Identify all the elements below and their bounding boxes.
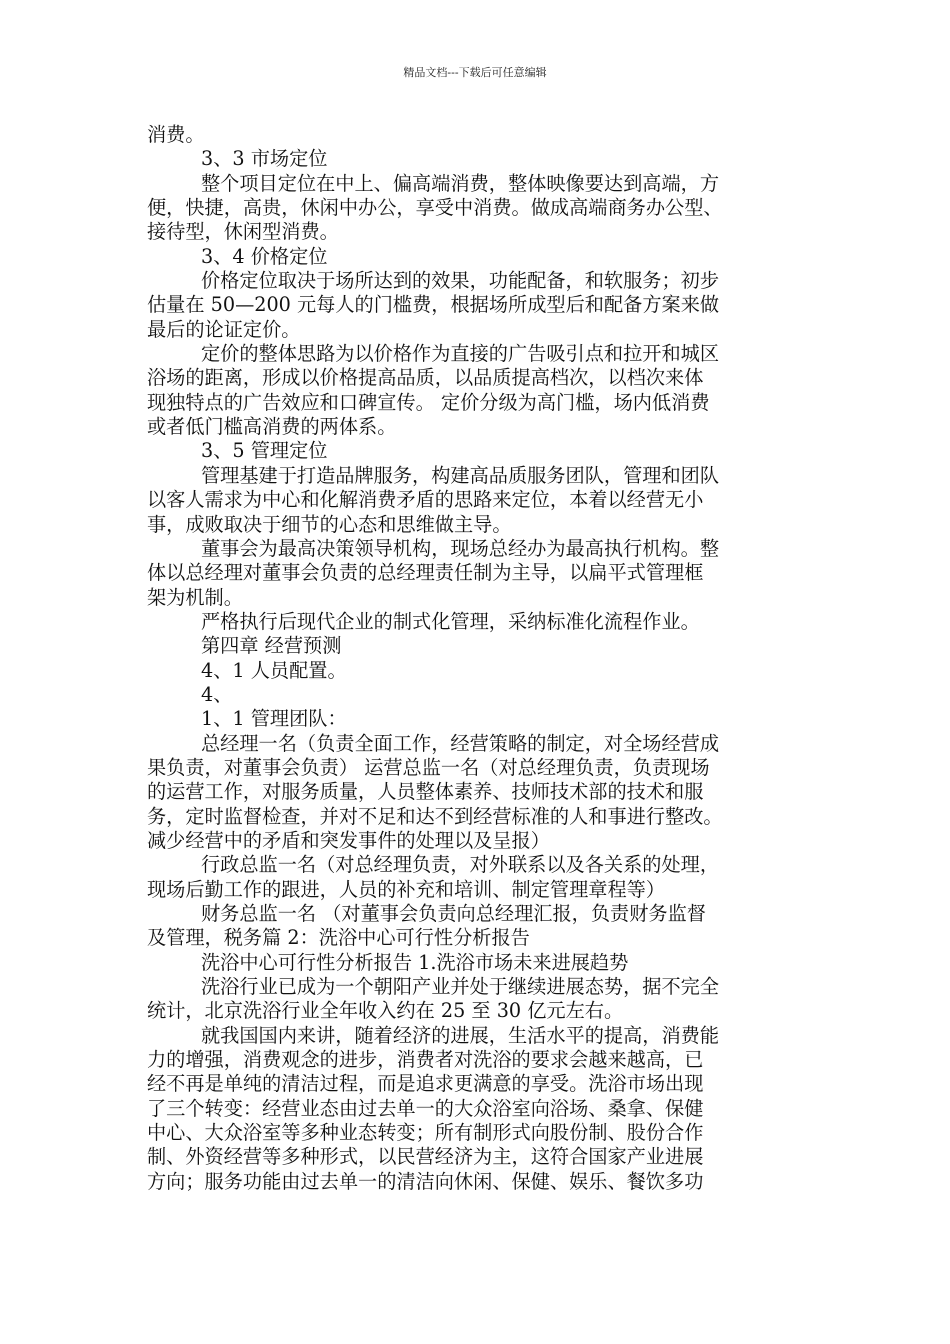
text-line: 便，快捷，高贵，休闲中办公，享受中消费。做成高端商务办公型、: [147, 196, 723, 220]
text-line: 或者低门槛高消费的两体系。: [147, 415, 397, 439]
text-line: 架为机制。: [147, 585, 243, 609]
text-line: 定价的整体思路为以价格作为直接的广告吸引点和拉开和城区: [201, 342, 720, 366]
text-line: 严格执行后现代企业的制式化管理，采纳标准化流程作业。: [201, 609, 700, 633]
text-line: 总经理一名（负责全面工作，经营策略的制定，对全场经营成: [201, 731, 720, 755]
text-line: 果负责，对董事会负责） 运营总监一名（对总经理负责，负责现场: [147, 755, 710, 779]
page-header: 精品文档---下载后可任意编辑: [403, 66, 547, 79]
text-line: 现场后勤工作的跟进，人员的补充和培训、制定管理章程等）: [147, 877, 666, 901]
text-line: 管理基建于打造品牌服务，构建高品质服务团队，管理和团队: [201, 463, 720, 487]
text-line: 董事会为最高决策领导机构，现场总经办为最高执行机构。整: [201, 536, 720, 560]
text-line: 3、5 管理定位: [201, 439, 328, 463]
text-line: 洗浴行业已成为一个朝阳产业并处于继续进展态势，据不完全: [201, 975, 720, 999]
text-line: 务，定时监督检查，并对不足和达不到经营标准的人和事进行整改。: [147, 804, 723, 828]
text-line: 减少经营中的矛盾和突发事件的处理以及呈报）: [147, 828, 550, 852]
text-line: 以客人需求为中心和化解消费矛盾的思路来定位，本着以经营无小: [147, 488, 704, 512]
text-line: 体以总经理对董事会负责的总经理责任制为主导，以扁平式管理框: [147, 561, 704, 585]
text-line: 及管理，税务篇 2：洗浴中心可行性分析报告: [147, 926, 530, 950]
text-line: 就我国国内来讲，随着经济的进展，生活水平的提高，消费能: [201, 1023, 720, 1047]
text-line: 制、外资经营等多种形式，以民营经济为主，这符合国家产业进展: [147, 1145, 704, 1169]
text-line: 统计，北京洗浴行业全年收入约在 25 至 30 亿元左右。: [147, 999, 624, 1023]
text-line: 的运营工作，对服务质量，人员整体素养、技师技术部的技术和服: [147, 780, 704, 804]
text-line: 最后的论证定价。: [147, 317, 301, 341]
text-line: 事，成败取决于细节的心态和思维做主导。: [147, 512, 512, 536]
text-line: 3、4 价格定位: [201, 244, 328, 268]
text-line: 方向；服务功能由过去单一的清洁向休闲、保健、娱乐、餐饮多功: [147, 1169, 704, 1193]
text-line: 价格定位取决于场所达到的效果，功能配备，和软服务；初步: [201, 269, 720, 293]
text-line: 估量在 50—200 元每人的门槛费，根据场所成型后和配备方案来做: [147, 293, 720, 317]
text-line: 洗浴中心可行性分析报告 1.洗浴市场未来进展趋势: [201, 950, 629, 974]
text-line: 现独特点的广告效应和口碑宣传。 定价分级为高门槛，场内低消费: [147, 390, 710, 414]
text-line: 接待型，休闲型消费。: [147, 220, 339, 244]
text-line: 经不再是单纯的清洁过程，而是追求更满意的享受。洗浴市场出现: [147, 1072, 704, 1096]
text-line: 浴场的距离，形成以价格提高品质，以品质提高档次，以档次来体: [147, 366, 704, 390]
text-line: 力的增强，消费观念的进步，消费者对洗浴的要求会越来越高，已: [147, 1048, 704, 1072]
document-body: [147, 123, 807, 1194]
text-line: 整个项目定位在中上、偏高端消费，整体映像要达到高端，方: [201, 171, 720, 195]
text-line: 4、: [201, 682, 233, 706]
text-line: 行政总监一名（对总经理负责，对外联系以及各关系的处理，: [201, 853, 720, 877]
text-line: 1、1 管理团队：: [201, 707, 347, 731]
text-line: 4、1 人员配置。: [201, 658, 347, 682]
text-line: 中心、大众浴室等多种业态转变；所有制形式向股份制、股份合作: [147, 1121, 704, 1145]
text-line: 财务总监一名 （对董事会负责向总经理汇报，负责财务监督: [201, 902, 706, 925]
text-line: 3、3 市场定位: [201, 147, 328, 171]
text-line: 第四章 经营预测: [201, 634, 342, 658]
text-line: 消费。: [147, 123, 205, 146]
text-line: 了三个转变：经营业态由过去单一的大众浴室向浴场、桑拿、保健: [147, 1096, 704, 1120]
